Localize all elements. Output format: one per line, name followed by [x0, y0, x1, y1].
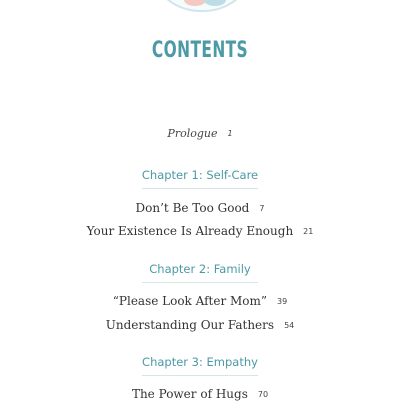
illustration-shape	[204, 0, 226, 6]
entry-page-number: 21	[303, 227, 314, 236]
chapter-heading-2[interactable]	[0, 262, 400, 283]
entry-page-number: 70	[257, 390, 269, 399]
chapter-title: Chapter 3: Empathy	[142, 355, 258, 369]
chapter-title: Chapter 2: Family	[149, 262, 251, 276]
entry-title: Understanding Our Fathers	[105, 318, 275, 332]
entry-title: Don’t Be Too Good	[135, 201, 250, 215]
entry-title: Your Existence Is Already Enough	[86, 224, 294, 238]
chapter-heading-3[interactable]	[0, 355, 400, 376]
illustration-shape	[184, 0, 206, 6]
entry-title: Prologue	[167, 127, 218, 140]
entry-page-number: 39	[277, 297, 288, 306]
entry-page-number: 7	[259, 204, 265, 213]
chapter-divider	[142, 375, 258, 376]
chapter-heading-1[interactable]	[0, 168, 400, 189]
toc-entry-prologue[interactable]	[0, 127, 400, 140]
toc-entry[interactable]	[0, 294, 400, 308]
toc-entry[interactable]	[0, 201, 400, 215]
toc-entry[interactable]	[0, 224, 400, 238]
entry-title: The Power of Hugs	[131, 387, 248, 401]
toc-entry[interactable]	[0, 318, 400, 332]
cover-illustration	[148, 0, 256, 12]
entry-page-number: 54	[284, 321, 295, 330]
chapter-title: Chapter 1: Self-Care	[141, 168, 259, 182]
chapter-divider	[142, 282, 258, 283]
entry-title: “Please Look After Mom”	[112, 294, 268, 308]
toc-entry[interactable]	[0, 387, 400, 401]
chapter-divider	[142, 188, 258, 189]
entry-page-number: 1	[227, 129, 233, 138]
page-title: CONTENTS	[151, 38, 249, 63]
